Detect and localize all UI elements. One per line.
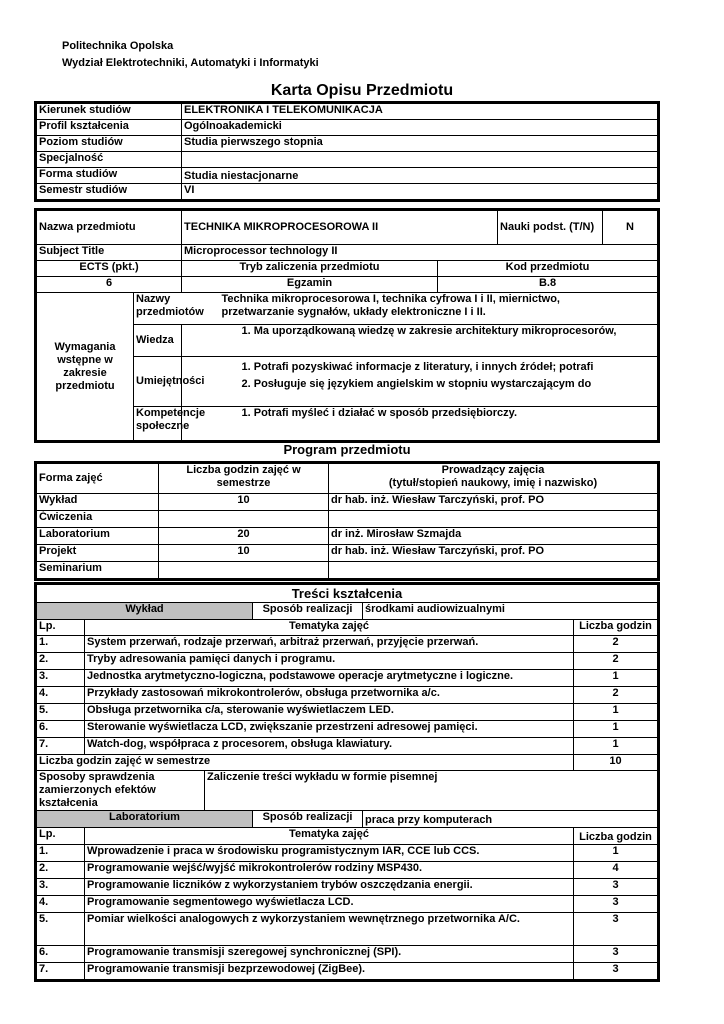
course-name: TECHNIKA MIKROPROCESOROWA II	[182, 211, 498, 245]
lecture-sposob: środkami audiowizualnymi	[363, 603, 658, 620]
req-label: Kompetencje społeczne	[134, 407, 182, 441]
program-teacher	[329, 511, 658, 528]
lecture-hours: 2	[574, 687, 658, 704]
lecture-hours: 1	[574, 738, 658, 755]
tresci-table	[36, 584, 658, 980]
lecture-hours: 2	[574, 653, 658, 670]
hours-header: Liczba godzin	[574, 828, 658, 845]
program-teacher: dr inż. Mirosław Szmajda	[329, 528, 658, 545]
study-value: VI	[182, 184, 658, 200]
lp-header: Lp.	[37, 620, 85, 636]
lab-hours: 3	[574, 879, 658, 896]
lab-hours: 1	[574, 845, 658, 862]
program-header-form: Forma zajęć	[37, 464, 159, 494]
lecture-lp: 3.	[37, 670, 85, 687]
req-value: 1. Ma uporządkowaną wiedzę w zakresie architektury mikroprocesorów,	[236, 325, 658, 357]
study-value: ELEKTRONIKA I TELEKOMUNIKACJA	[182, 104, 658, 120]
study-label: Semestr studiów	[37, 184, 182, 200]
lab-lp: 5.	[37, 913, 85, 946]
kod-value: B.8	[438, 277, 658, 293]
topic-header: Tematyka zajęć	[85, 828, 574, 845]
faculty-name: Wydział Elektrotechniki, Automatyki i Informatyki	[62, 57, 319, 69]
lecture-total: 10	[574, 755, 658, 771]
lab-topic: Programowanie wejść/wyjść mikrokontrolerów rodziny MSP430.	[85, 862, 574, 879]
course-info-frame	[34, 208, 660, 443]
program-form: Seminarium	[37, 562, 159, 579]
hours-header: Liczba godzin	[574, 620, 658, 636]
program-header-hours: Liczba godzin zajęć w semestrze	[159, 464, 329, 494]
lab-sposob-label: Sposób realizacji	[253, 811, 363, 828]
study-value: Ogólnoakademicki	[182, 120, 658, 136]
lecture-header: Wykład	[37, 603, 253, 620]
lecture-lp: 2.	[37, 653, 85, 670]
program-hours	[159, 562, 329, 579]
study-value: Studia niestacjonarne	[182, 168, 658, 184]
study-info-table	[36, 103, 658, 200]
program-form: Wykład	[37, 494, 159, 511]
tresci-frame	[34, 582, 660, 982]
study-label: Kierunek studiów	[37, 104, 182, 120]
req-value: 1. Potrafi pozyskiwać informacje z literatury, i innych źródeł; potrafi 2. Posługuje się językiem angielskim w stopniu wystarczającym do	[236, 357, 658, 407]
verify-value: Zaliczenie treści wykładu w formie pisemnej	[205, 771, 658, 811]
requirements-label: Wymagania wstępne w zakresie przedmiotu	[37, 293, 134, 441]
req-label: Wiedza	[134, 325, 182, 357]
lab-lp: 2.	[37, 862, 85, 879]
lp-header: Lp.	[37, 828, 85, 845]
lab-hours: 3	[574, 896, 658, 913]
lecture-total-label: Liczba godzin zajęć w semestrze	[37, 755, 574, 771]
study-label: Poziom studiów	[37, 136, 182, 152]
study-value: Studia pierwszego stopnia	[182, 136, 658, 152]
lecture-sposob-label: Sposób realizacji	[253, 603, 363, 620]
lecture-hours: 2	[574, 636, 658, 653]
lecture-topic: Obsługa przetwornika c/a, sterowanie wyświetlaczem LED.	[85, 704, 574, 721]
lecture-topic: Watch-dog, współpraca z procesorem, obsługa klawiatury.	[85, 738, 574, 755]
lab-topic: Programowanie liczników z wykorzystaniem trybów oszczędzania energii.	[85, 879, 574, 896]
study-label: Profil kształcenia	[37, 120, 182, 136]
lecture-topic: Sterowanie wyświetlacza LCD, zwiększanie przestrzeni adresowej pamięci.	[85, 721, 574, 738]
study-value	[182, 152, 658, 168]
program-form: Laboratorium	[37, 528, 159, 545]
req-label: Nazwy przedmiotów	[134, 293, 182, 325]
program-header-teacher: Prowadzący zajęcia (tytuł/stopień naukowy, imię i nazwisko)	[329, 464, 658, 494]
university-name: Politechnika Opolska	[62, 40, 174, 52]
lecture-topic: Jednostka arytmetyczno-logiczna, podstawowe operacje arytmetyczne i logiczne.	[85, 670, 574, 687]
lecture-hours: 1	[574, 721, 658, 738]
program-form: Projekt	[37, 545, 159, 562]
program-title: Program przedmiotu	[283, 442, 411, 457]
nauki-value: N	[603, 211, 658, 245]
lab-topic: Wprowadzenie i praca w środowisku programistycznym IAR, CCE lub CCS.	[85, 845, 574, 862]
program-hours: 10	[159, 494, 329, 511]
lab-lp: 6.	[37, 946, 85, 963]
lab-lp: 3.	[37, 879, 85, 896]
lecture-lp: 7.	[37, 738, 85, 755]
nauki-label: Nauki podst. (T/N)	[498, 211, 603, 245]
lab-topic: Programowanie transmisji bezprzewodowej (ZigBee).	[85, 963, 574, 980]
lab-sposob: praca przy komputerach	[363, 811, 658, 828]
lab-topic: Pomiar wielkości analogowych z wykorzystaniem wewnętrznego przetwornika A/C.	[85, 913, 574, 946]
program-teacher: dr hab. inż. Wiesław Tarczyński, prof. PO	[329, 545, 658, 562]
kod-label: Kod przedmiotu	[438, 261, 658, 277]
lecture-topic: Przykłady zastosowań mikrokontrolerów, obsługa przetwornika a/c.	[85, 687, 574, 704]
lab-hours: 3	[574, 946, 658, 963]
program-teacher: dr hab. inż. Wiesław Tarczyński, prof. PO	[329, 494, 658, 511]
study-label: Specjalność	[37, 152, 182, 168]
lecture-lp: 1.	[37, 636, 85, 653]
lab-lp: 7.	[37, 963, 85, 980]
lab-lp: 1.	[37, 845, 85, 862]
course-info-table	[36, 210, 658, 441]
program-frame	[34, 461, 660, 581]
study-label: Forma studiów	[37, 168, 182, 184]
lab-topic: Programowanie segmentowego wyświetlacza LCD.	[85, 896, 574, 913]
ects-label: ECTS (pkt.)	[37, 261, 182, 277]
lab-lp: 4.	[37, 896, 85, 913]
verify-label: Sposoby sprawdzenia zamierzonych efektów kształcenia	[37, 771, 205, 811]
lab-topic: Programowanie transmisji szeregowej synchronicznej (SPI).	[85, 946, 574, 963]
lecture-hours: 1	[574, 704, 658, 721]
course-name-label: Nazwa przedmiotu	[37, 211, 182, 245]
tryb-value: Egzamin	[182, 277, 438, 293]
subject-title-label: Subject Title	[37, 245, 182, 261]
req-label: Umiejętności	[134, 357, 182, 407]
lab-hours: 3	[574, 963, 658, 980]
lecture-hours: 1	[574, 670, 658, 687]
subject-title: Microprocessor technology II	[182, 245, 658, 261]
study-info-frame	[34, 101, 660, 202]
lab-hours: 4	[574, 862, 658, 879]
program-form: Ćwiczenia	[37, 511, 159, 528]
program-hours: 20	[159, 528, 329, 545]
ects-value: 6	[37, 277, 182, 293]
program-hours	[159, 511, 329, 528]
lab-hours: 3	[574, 913, 658, 946]
lecture-topic: System przerwań, rodzaje przerwań, arbitraż przerwań, przyjęcie przerwań.	[85, 636, 574, 653]
tryb-label: Tryb zaliczenia przedmiotu	[182, 261, 438, 277]
lecture-lp: 6.	[37, 721, 85, 738]
program-table	[36, 463, 658, 579]
req-value: 1. Potrafi myśleć i działać w sposób przedsiębiorczy.	[236, 407, 658, 441]
program-hours: 10	[159, 545, 329, 562]
lecture-lp: 5.	[37, 704, 85, 721]
lecture-lp: 4.	[37, 687, 85, 704]
lab-header: Laboratorium	[37, 811, 253, 828]
program-teacher	[329, 562, 658, 579]
document-title: Karta Opisu Przedmiotu	[270, 82, 454, 99]
req-value: Technika mikroprocesorowa I, technika cyfrowa I i II, miernictwo, przetwarzanie sygnałów, układy elektroniczne I i II.	[182, 293, 658, 325]
tresci-title: Treści kształcenia	[37, 585, 658, 603]
lecture-topic: Tryby adresowania pamięci danych i programu.	[85, 653, 574, 670]
topic-header: Tematyka zajęć	[85, 620, 574, 636]
